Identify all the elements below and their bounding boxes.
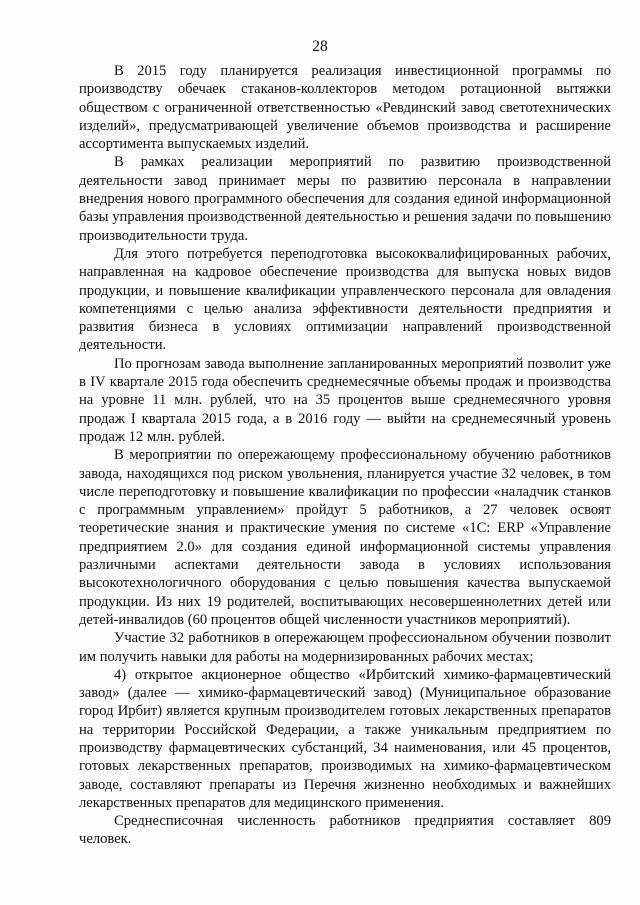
- paragraph-irbit-plant: 4) открытое акционерное общество «Ирбитский химико-фармацевтический завод» (далее — химико-фармацевтический завод) (Муниципальное образование город Ирбит) является крупным производителем готовых лекарственных препаратов на территории Российской Федерации, а также уникальным предприятием по производству фармацевтических субстанций, 34 наименования, или 45 процентов, готовых лекарственных препаратов, производимых на химико-фармацевтическом заводе, составляют препараты из Перечня жизненно необходимых и важнейших лекарственных препаратов для медицинского применения.: [79, 666, 611, 811]
- paragraph-investment-program: В 2015 году планируется реализация инвестиционной программы по производству обечаек стаканов-коллекторов методом ротационной вытяжки обществом с ограниченной ответственностью «Ревдинский завод светотехнических изделий», предусматривающей увеличение объемов производства и расширение ассортимента выпускаемых изделий.: [79, 63, 611, 153]
- paragraph-sales-forecast: По прогнозам завода выполнение запланированных мероприятий позволит уже в IV квартале 2015 года обеспечить среднемесячные объемы продаж и производства на уровне 11 млн. рублей, что на 35 процентов выше среднемесячного уровня продаж I квартала 2015 года, а в 2016 году — выйти на среднемесячный уровень продаж 12 млн. рублей.: [79, 355, 611, 445]
- document-body: [79, 62, 611, 849]
- paragraph-headcount: Среднесписочная численность работников предприятия составляет 809 человек.: [79, 813, 611, 848]
- paragraph-professional-training: В мероприятии по опережающему профессиональному обучению работников завода, находящихся под риском увольнения, планируется участие 32 человек, в том числе переподготовку и повышение квалификации по профессии «наладчик станков с программным управлением» пройдут 5 работников, а 27 человек освоят теоретические знания и практические умения по системе «1С: ERP «Управление предприятием 2.0» для создания единой информационной системы управления различными аспектами деятельности завода в условиях использования высокотехнологичного оборудования с целью повышения качества выпускаемой продукции. Из них 19 родителей, воспитывающих несовершеннолетних детей или детей-инвалидов (60 процентов общей численности участников мероприятий).: [79, 447, 611, 628]
- paragraph-retraining: Для этого потребуется переподготовка высококвалифицированных рабочих, направленная на кадровое обеспечение производства для выпуска новых видов продукции, и повышение квалификации управленческого персонала для овладения компетенциями с целью анализа эффективности деятельности предприятия и развития бизнеса в условиях оптимизации направлений производственной деятельности.: [79, 245, 611, 354]
- paragraph-personnel-development: В рамках реализации мероприятий по развитию производственной деятельности завод принимает меры по развитию персонала в направлении внедрения нового программного обеспечения для создания единой информационной базы управления производственной деятельностью и решения задачи по повышению производительности труда.: [79, 154, 611, 244]
- page-number: 28: [312, 38, 328, 55]
- paragraph-training-participants: Участие 32 работников в опережающем профессиональном обучении позволит им получить навыки для работы на модернизированных рабочих местах;: [79, 630, 611, 665]
